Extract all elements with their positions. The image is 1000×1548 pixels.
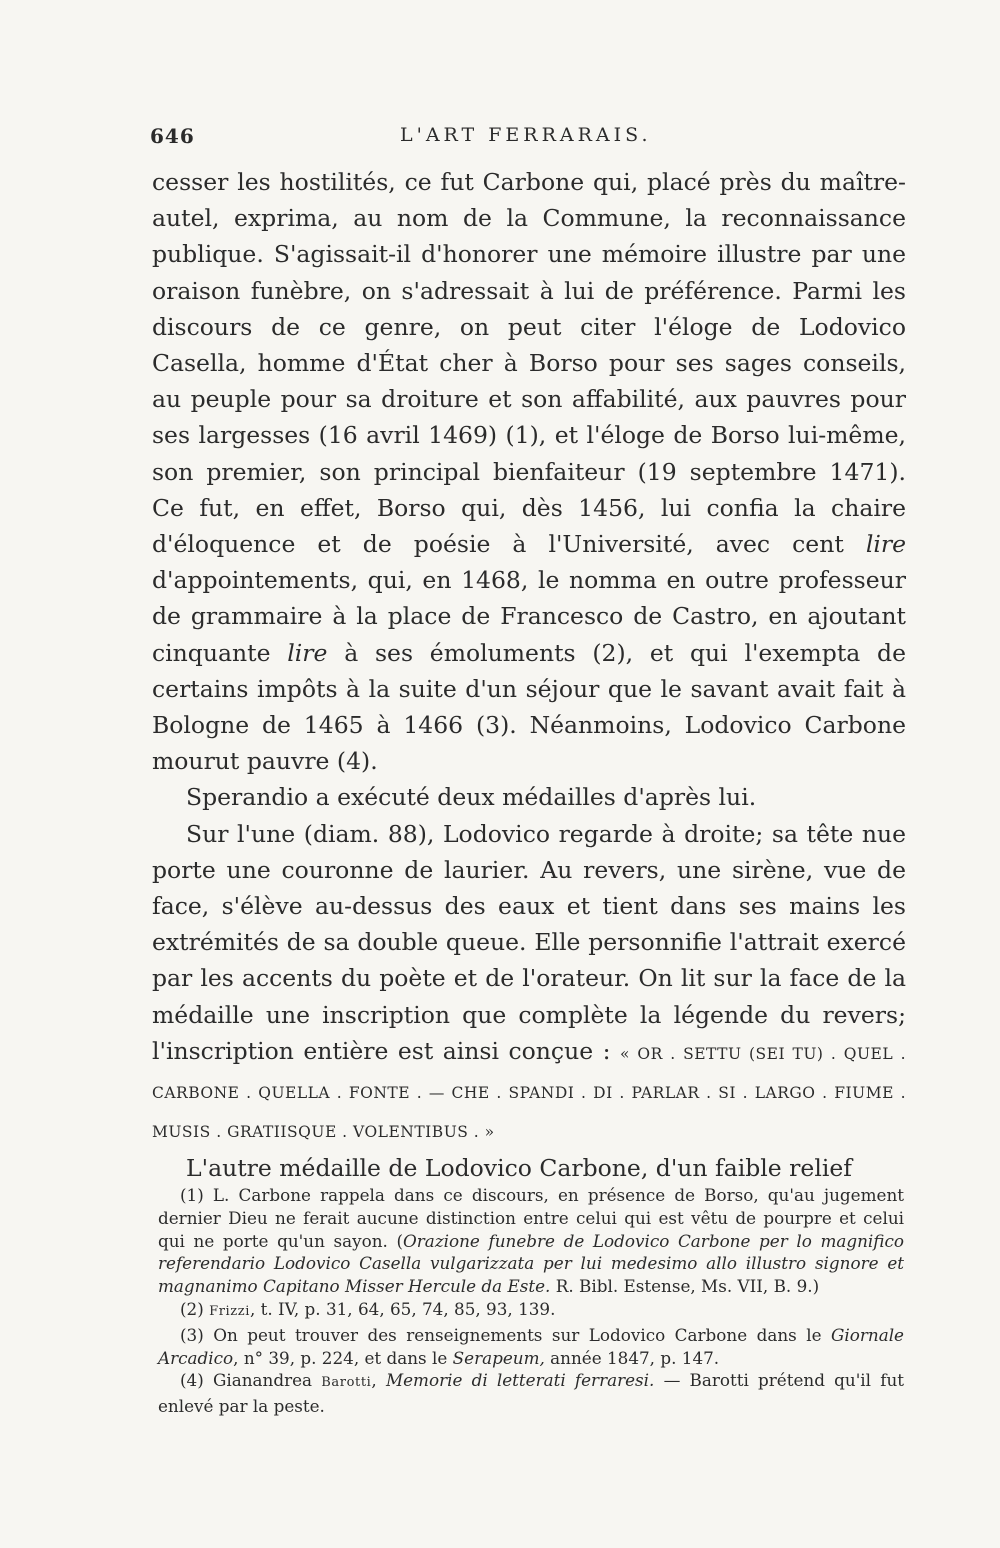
- text-run: à ses émoluments (2), et qui l'exempta de certains impôts à la suite d'un séjour que le savant avait fait à Bologne de 1465 à 1466 (3). Néanmoins, Lodovico Carbone mourut pauvre (4).: [152, 638, 906, 776]
- text-run: cesser les hostilités, ce fut Carbone qui, placé près du maître-autel, exprima, au nom de la Commune, la reconnaissance publique. S'agissait-il d'honorer une mémoire illustre par une oraison funèbre, on s'adressait à lui de préférence. Parmi les discours de ce genre, on peut citer l'éloge de Lodovico Casella, homme d'État cher à Borso pour ses sages conseils, au peuple pour sa droiture et son affabilité, aux pauvres pour ses largesses (16 avril 1469) (1), et l'éloge de Borso lui-même, son premier, son principal bienfaiteur (19 septembre 1471). Ce fut, en effet, Borso qui, dès 1456, lui confia la chaire d'éloquence et de poésie à l'Université, avec cent: [152, 168, 906, 559]
- italic-title: Giornale Arcadico: [158, 1324, 904, 1368]
- author-name: Frizzi: [209, 1303, 250, 1319]
- text-run: (4) Gianandrea: [180, 1370, 322, 1391]
- footnotes: [158, 1184, 904, 1418]
- main-text: [152, 164, 906, 1187]
- medal-inscription: « OR . SETTU (SEI TU) . QUEL . CARBONE . QUELLA . FONTE . — CHE . SPANDI . DI . PARLAR . SI . LARGO . FIUME . MUSIS . GRATIISQUE . VOLENTIBUS . »: [152, 1044, 906, 1142]
- text-run: , t. IV, p. 31, 64, 65, 74, 85, 93, 139.: [249, 1298, 556, 1319]
- text-run: (1) L. Carbone rappela dans ce discours, en présence de Borso, qu'au jugement dernier Dieu ne ferait aucune distinction entre celui qui est vêtu de pourpre et celui qui ne porte qu'un sayon. (: [158, 1185, 904, 1251]
- text-run: ,: [371, 1370, 386, 1391]
- footnote-2: [158, 1298, 904, 1324]
- italic-term: lire: [287, 638, 328, 667]
- text-run: Sur l'une (diam. 88), Lodovico regarde à droite; sa tête nue porte une couronne de laurier. Au revers, une sirène, vue de face, s'élève au-dessus des eaux et tient dans ses mains les extrémités de sa double queue. Elle personnifie l'attrait exercé par les accents du poète et de l'orateur. On lit sur la face de la médaille une inscription que complète la légende du revers; l'inscription entière est ainsi conçue :: [152, 819, 906, 1065]
- paragraph-4: L'autre médaille de Lodovico Carbone, d'un faible relief: [186, 1154, 852, 1183]
- footnote-4: [158, 1369, 904, 1418]
- text-run: d'appointements, qui, en 1468, le nomma en outre professeur de grammaire à la place de Francesco de Castro, en ajoutant cinquante: [152, 566, 906, 667]
- italic-title: Memorie di letterati ferraresi.: [385, 1370, 655, 1391]
- footnote-3: [158, 1324, 904, 1370]
- italic-term: lire: [865, 530, 906, 559]
- running-title: L'ART FERRARAIS.: [400, 124, 652, 146]
- paragraph-2: Sperandio a exécuté deux médailles d'après lui.: [186, 783, 757, 812]
- text-run: — Barotti prétend qu'il fut enlevé par la peste.: [158, 1370, 904, 1417]
- author-name: Barotti: [321, 1375, 372, 1391]
- italic-title: Serapeum,: [452, 1347, 545, 1368]
- footnote-1: [158, 1184, 904, 1298]
- text-run: (2): [180, 1298, 210, 1319]
- page-number: 646: [150, 124, 195, 148]
- paragraph-3: [152, 816, 906, 1151]
- text-run: , n° 39, p. 224, et dans le: [233, 1347, 453, 1368]
- italic-title: Orazione funebre de Lodovico Carbone per lo magnifico referendario Lodovico Casella vulgarizzata per lui medesimo allo illustro signore et magnanimo Capitano Misser Hercule da Este.: [158, 1230, 904, 1297]
- paragraph-1: [152, 164, 906, 779]
- text-run: R. Bibl. Estense, Ms. VII, B. 9.): [550, 1276, 820, 1297]
- text-run: année 1847, p. 147.: [544, 1347, 720, 1368]
- text-run: (3) On peut trouver des renseignements sur Lodovico Carbone dans le: [180, 1324, 831, 1345]
